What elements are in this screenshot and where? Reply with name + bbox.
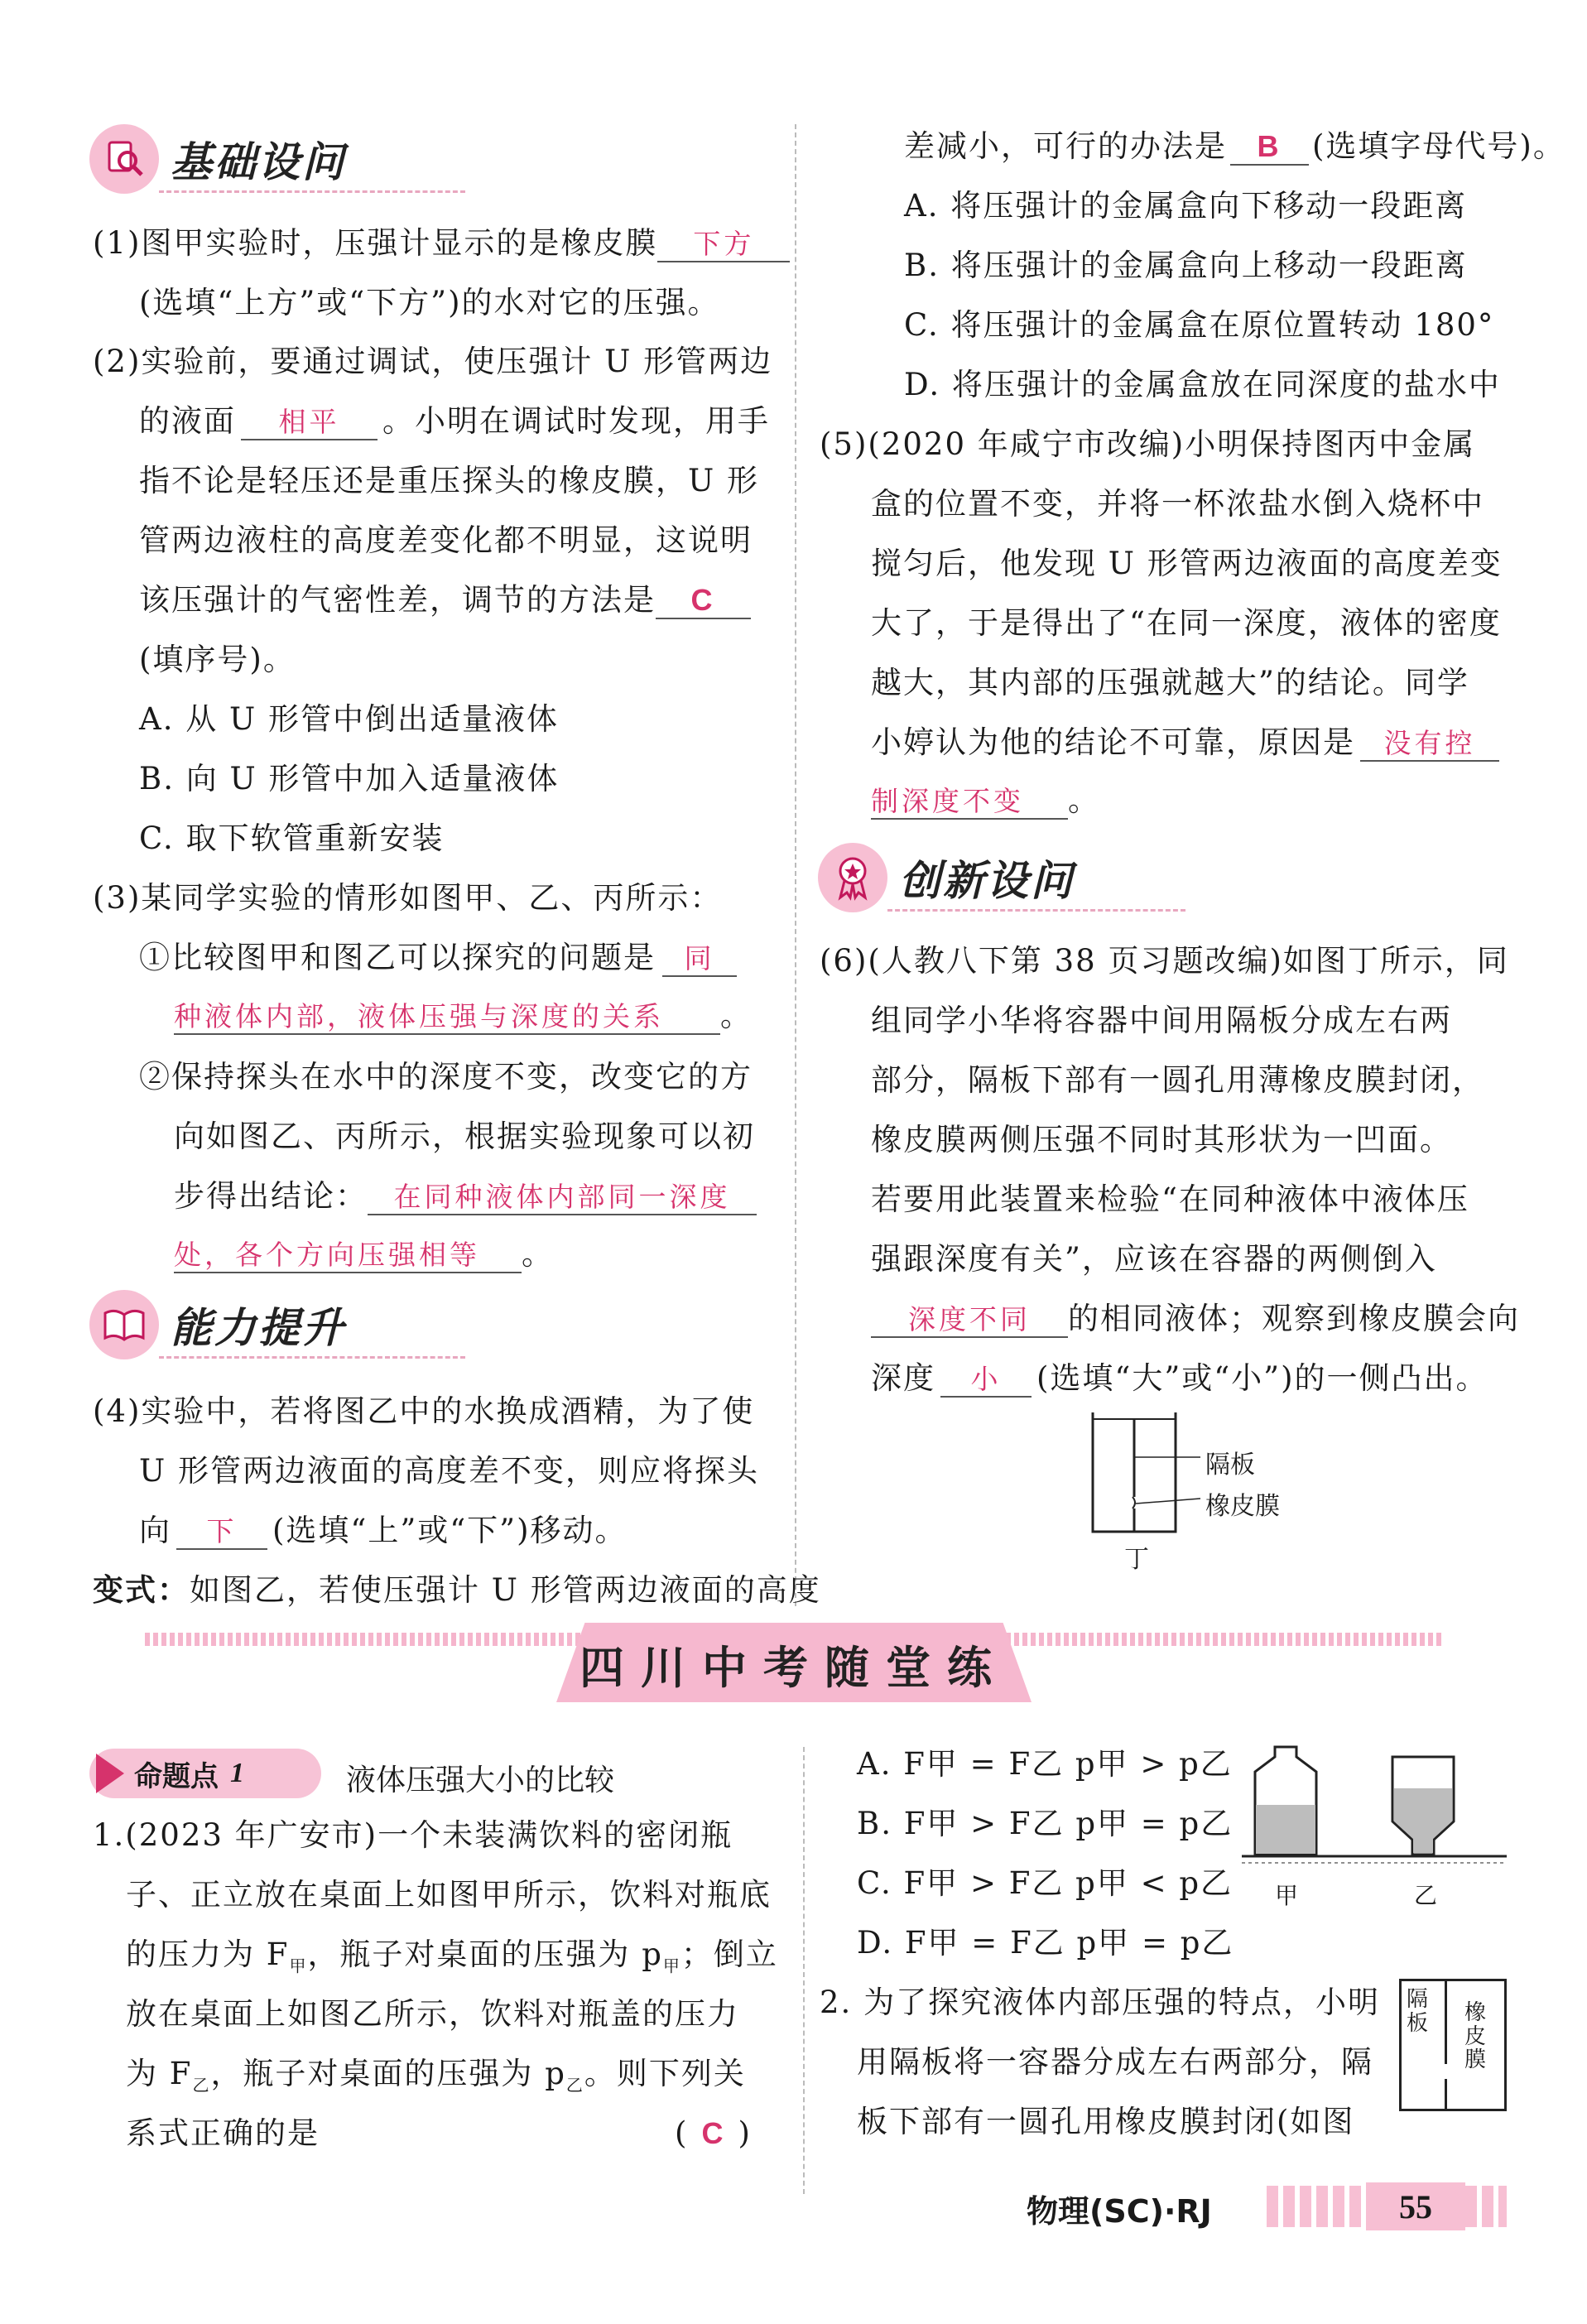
p1-line1: 1.(2023 年广安市)一个未装满饮料的密闭瓶 [93, 1817, 733, 1853]
q3-2-line3: 步得出结论： 在同种液体内部同一深度 [174, 1181, 757, 1215]
award-ribbon-icon [818, 843, 887, 912]
figure-caption: 丁 [1124, 1545, 1149, 1574]
q2-line5: 该压强计的气密性差，调节的方法是 C [139, 585, 751, 619]
footer-page-box [1366, 2182, 1465, 2230]
answer-variant: B [1230, 131, 1309, 166]
variant-option-d: D. 将压强计的金属盒放在同深度的盐水中 [904, 367, 1501, 402]
q3-1-line2: 种液体内部，液体压强与深度的关系 。 [174, 998, 753, 1033]
p1-line5: 为 $F_乙$，瓶子对桌面的压强为 $p_乙$。则下列关 [126, 2056, 746, 2095]
q2-option-c: C. 取下软管重新安装 [139, 820, 445, 856]
answer-q4: 下 [176, 1518, 267, 1550]
fig-label-jia: 甲 [1275, 1882, 1299, 1909]
answer-q3-1a: 同 [662, 945, 737, 977]
q2-line1: (2)实验前，要通过调试，使压强计 U 形管两边 [93, 344, 773, 379]
answer-q6a: 深度不同 [871, 1306, 1068, 1338]
q6-line4: 橡皮膜两侧压强不同时其形状为一凹面。 [871, 1122, 1452, 1157]
q5-line1: (5)(2020 年咸宁市改编)小明保持图丙中金属 [820, 426, 1476, 462]
fig-label-yi: 乙 [1414, 1882, 1438, 1909]
play-arrow-icon [96, 1754, 124, 1793]
answer-q3-2a: 在同种液体内部同一深度 [368, 1183, 757, 1215]
q6-line5: 若要用此装置来检验“在同种液体中液体压 [871, 1181, 1469, 1217]
label-partition: 隔板 [1205, 1451, 1255, 1480]
topic-tag [89, 1749, 321, 1798]
q2-line4: 管两边液柱的高度差变化都不明显，这说明 [139, 522, 753, 558]
q2-line3: 指不论是轻压还是重压探头的橡皮膜，U 形 [139, 463, 759, 498]
q6-line2: 组同学小华将容器中间用隔板分成左右两 [871, 1003, 1452, 1038]
q2-option-b: B. 向 U 形管中加入适量液体 [139, 761, 560, 796]
p1-option-c: C. F甲 > F乙 p甲 < p乙 [857, 1865, 1234, 1901]
variant-line2: 差减小，可行的办法是 B (选填字母代号)。 [904, 128, 1565, 164]
q6-line3: 部分，隔板下部有一圆孔用薄橡皮膜封闭， [871, 1062, 1484, 1098]
p2-line1: 2. 为了探究液体内部压强的特点，小明 [820, 1985, 1381, 2020]
answer-q3-1b: 种液体内部，液体压强与深度的关系 [174, 1003, 720, 1035]
answer-q3-2b: 处，各个方向压强相等 [174, 1241, 522, 1273]
p1-line3: 的压力为 $F_甲$，瓶子对桌面的压强为 $p_甲$；倒立 [126, 1937, 778, 1976]
q1-line1: (1)图甲实验时，压强计显示的是橡皮膜 下方 [93, 228, 790, 262]
p1-line6: 系式正确的是 [126, 2115, 320, 2151]
fig2-label-membrane: 橡皮膜 [1464, 2000, 1487, 2073]
section-basic [89, 124, 346, 194]
q3-2-line1: ②保持探头在水中的深度不变，改变它的方 [139, 1059, 753, 1095]
q5-line5: 越大，其内部的压强就越大”的结论。同学 [871, 665, 1469, 700]
q5-line6: 小婷认为他的结论不可靠，原因是 没有控 [871, 727, 1499, 762]
p2-line2: 用隔板将一容器分成左右两部分，隔 [857, 2044, 1373, 2080]
q2-option-a: A. 从 U 形管中倒出适量液体 [139, 701, 559, 737]
q3-2-line4: 处，各个方向压强相等 。 [174, 1236, 554, 1272]
q4-line3: 向 下 (选填“上”或“下”)移动。 [139, 1513, 628, 1548]
figure-p2 [1399, 1979, 1507, 2111]
variant-option-c: C. 将压强计的金属盒在原位置转动 180° [904, 307, 1495, 343]
q6-line1: (6)(人教八下第 38 页习题改编)如图丁所示，同 [820, 943, 1509, 979]
answer-q5b: 制深度不变 [871, 787, 1068, 820]
section-underline [159, 190, 465, 193]
section-ability [89, 1290, 346, 1359]
banner-title: 四川中考随堂练 [579, 1642, 1008, 1694]
answer-p1: C [701, 2116, 725, 2150]
p2-line3: 板下部有一圆孔用橡皮膜封闭(如图 [857, 2104, 1355, 2139]
topic-tag-label: 命题点 [134, 1759, 219, 1793]
section-title: 创新设问 [899, 857, 1075, 905]
p1-answer-bracket: ( C ) [675, 2115, 752, 2151]
q5-line2: 盒的位置不变，并将一杯浓盐水倒入烧杯中 [871, 486, 1484, 522]
bottom-column-divider [803, 1747, 805, 2194]
answer-q6b: 小 [940, 1365, 1032, 1398]
p1-option-b: B. F甲 > F乙 p甲 = p乙 [857, 1806, 1234, 1841]
fig2-label-partition: 隔板 [1407, 1987, 1429, 2036]
p1-option-d: D. F甲 = F乙 p甲 = p乙 [857, 1925, 1234, 1961]
q5-line4: 大了，于是得出了“在同一深度，液体的密度 [871, 605, 1502, 641]
q6-line8: 深度 小 (选填“大”或“小”)的一侧凸出。 [871, 1360, 1488, 1396]
q2-line6: (填序号)。 [139, 642, 296, 677]
q3-1-line1: ①比较图甲和图乙可以探究的问题是 同 [139, 942, 737, 977]
column-divider [795, 124, 796, 1606]
page-number: 55 [1399, 2187, 1432, 2225]
bottles-diagram [1242, 1739, 1507, 1879]
open-book-icon [89, 1290, 159, 1359]
q5-line3: 搅匀后，他发现 U 形管两边液面的高度差变 [871, 546, 1503, 581]
q6-line6: 强跟深度有关”，应该在容器的两侧倒入 [871, 1241, 1437, 1277]
section-title: 基础设问 [171, 138, 346, 186]
answer-q2-method: C [656, 585, 751, 619]
section-innovate [818, 843, 1075, 912]
variant-option-a: A. 将压强计的金属盒向下移动一段距离 [904, 188, 1468, 224]
answer-q2: 相平 [241, 408, 378, 440]
q6-line7: 深度不同 的相同液体；观察到橡皮膜会向 [871, 1303, 1520, 1338]
q3-2-line2: 向如图乙、丙所示，根据实验现象可以初 [174, 1119, 755, 1154]
figure-ding [1084, 1407, 1300, 1574]
topic-tag-number: 1 [230, 1758, 244, 1788]
label-membrane: 橡皮膜 [1205, 1492, 1280, 1521]
answer-q5a: 没有控 [1360, 729, 1499, 762]
q4-line1: (4)实验中，若将图乙中的水换成酒精，为了使 [93, 1393, 755, 1429]
topic-title: 液体压强大小的比较 [346, 1763, 615, 1797]
variant-line: 变式：如图乙，若使压强计 U 形管两边液面的高度 [93, 1572, 821, 1608]
p1-line2: 子、正立放在桌面上如图甲所示，饮料对瓶底 [126, 1877, 772, 1913]
partition-wall-bottom [1445, 2079, 1447, 2110]
p1-line4: 放在桌面上如图乙所示，饮料对瓶盖的压力 [126, 1996, 739, 2032]
q1-line2: (选填“上方”或“下方”)的水对它的压强。 [139, 285, 720, 320]
q2-line2: 的液面 相平 。小明在调试时发现，用手 [139, 403, 770, 439]
p1-option-a: A. F甲 = F乙 p甲 > p乙 [857, 1746, 1233, 1782]
q3-line1: (3)某同学实验的情形如图甲、乙、丙所示： [93, 880, 723, 916]
figure-bottles [1242, 1739, 1507, 1909]
q4-line2: U 形管两边液面的高度差不变，则应将探头 [139, 1453, 759, 1489]
partition-wall [1445, 1981, 1447, 2064]
variant-option-b: B. 将压强计的金属盒向上移动一段距离 [904, 248, 1468, 283]
footer-subject: 物理(SC)·RJ [1027, 2193, 1212, 2230]
magnifier-icon [89, 124, 159, 194]
q5-line7: 制深度不变 。 [871, 782, 1100, 818]
section-underline [887, 909, 1185, 912]
answer-q1: 下方 [657, 230, 790, 262]
section-underline [159, 1356, 465, 1359]
section-title: 能力提升 [171, 1304, 346, 1352]
